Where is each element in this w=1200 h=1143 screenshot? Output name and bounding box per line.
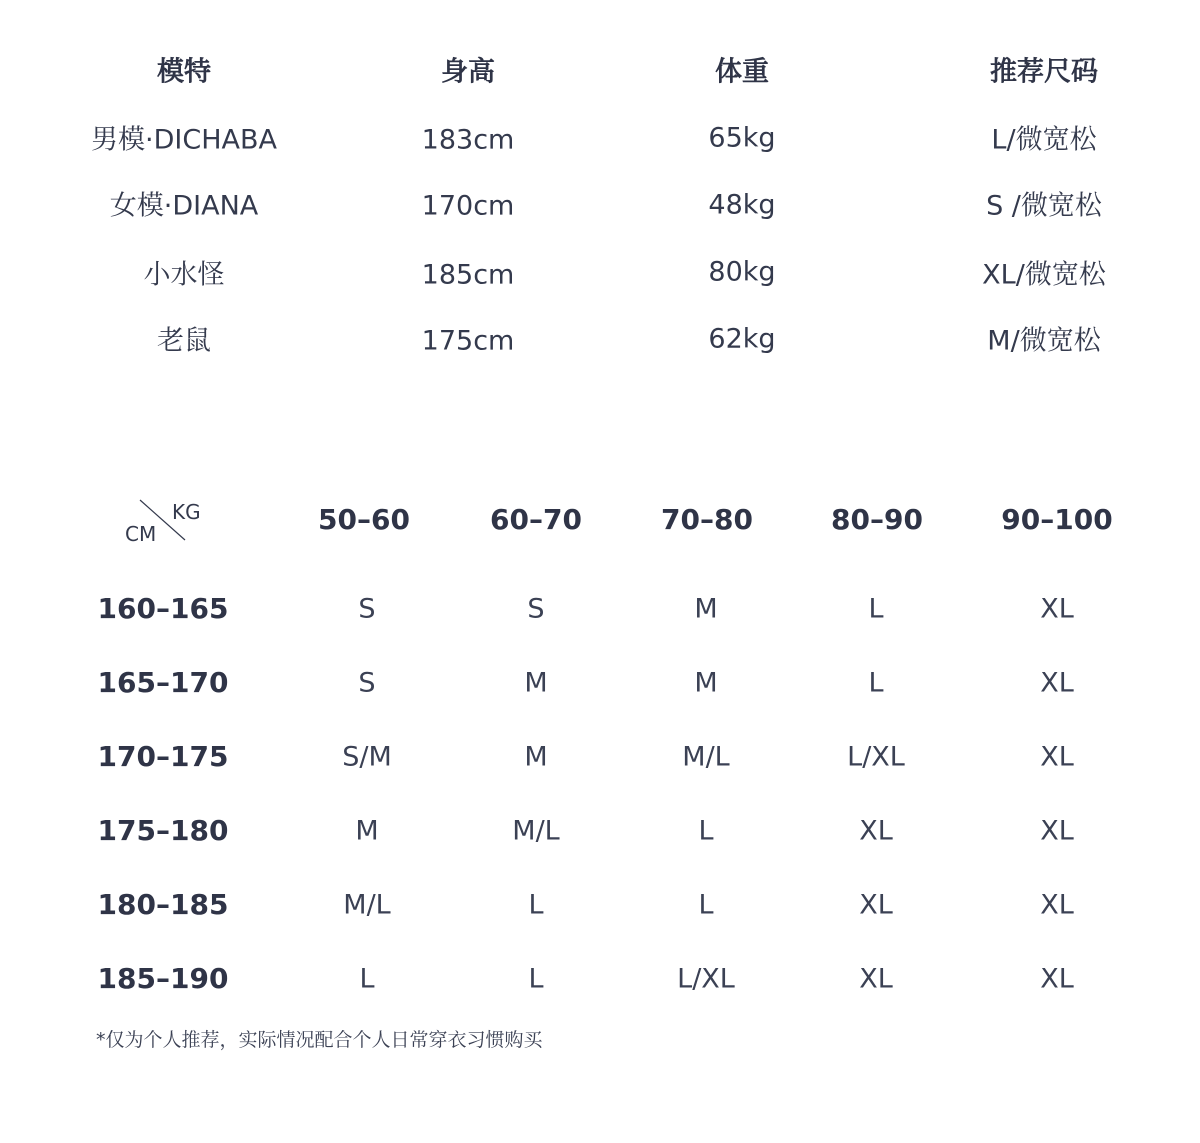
model-name: 小水怪: [143, 259, 225, 291]
height-range-header: 160–165: [97, 592, 229, 625]
size-cell: XL: [1040, 889, 1074, 921]
size-cell: M: [355, 815, 379, 847]
model-size: L/微宽松: [991, 124, 1097, 156]
size-cell: M: [694, 667, 718, 699]
height-range-header: 175–180: [97, 814, 229, 847]
size-cell: L: [528, 963, 544, 995]
size-cell: S: [527, 593, 545, 625]
model-name: 男模·DICHABA: [91, 124, 277, 156]
header-model: 模特: [157, 56, 211, 88]
size-cell: L: [698, 889, 714, 921]
height-unit-label: CM: [125, 522, 157, 546]
size-cell: L/XL: [847, 741, 905, 773]
weight-range-header: 60–70: [490, 503, 582, 536]
model-height: 170cm: [421, 190, 515, 222]
size-cell: XL: [859, 815, 893, 847]
size-cell: XL: [859, 963, 893, 995]
size-cell: XL: [1040, 667, 1074, 699]
weight-unit-label: KG: [172, 500, 201, 524]
footnote: *仅为个人推荐，实际情况配合个人日常穿衣习惯购买: [96, 1029, 543, 1051]
size-cell: XL: [1040, 815, 1074, 847]
size-cell: M/L: [343, 889, 391, 921]
model-height: 185cm: [421, 259, 515, 291]
model-height: 183cm: [421, 124, 515, 156]
model-weight: 65kg: [708, 122, 776, 154]
model-name: 老鼠: [157, 325, 211, 357]
size-cell: L: [868, 667, 884, 699]
model-height: 175cm: [421, 325, 515, 357]
model-size: M/微宽松: [987, 325, 1101, 357]
size-cell: XL: [859, 889, 893, 921]
size-cell: L: [359, 963, 375, 995]
size-cell: L: [528, 889, 544, 921]
height-range-header: 165–170: [97, 666, 229, 699]
model-size: XL/微宽松: [982, 259, 1106, 291]
model-weight: 62kg: [708, 323, 776, 355]
size-cell: S: [358, 593, 376, 625]
header-recommended-size: 推荐尺码: [990, 56, 1098, 88]
size-cell: XL: [1040, 741, 1074, 773]
corner-header: [118, 496, 208, 548]
model-name: 女模·DIANA: [109, 190, 259, 222]
size-cell: XL: [1040, 593, 1074, 625]
height-range-header: 170–175: [97, 740, 229, 773]
weight-range-header: 70–80: [661, 503, 753, 536]
model-weight: 48kg: [708, 189, 776, 221]
size-cell: L: [868, 593, 884, 625]
size-cell: M: [694, 593, 718, 625]
size-cell: L: [698, 815, 714, 847]
model-weight: 80kg: [708, 256, 776, 288]
size-cell: XL: [1040, 963, 1074, 995]
weight-range-header: 50–60: [318, 503, 410, 536]
height-range-header: 185–190: [97, 962, 229, 995]
header-height: 身高: [441, 56, 495, 88]
size-cell: S/M: [342, 741, 392, 773]
size-cell: M/L: [682, 741, 730, 773]
weight-range-header: 90–100: [1001, 503, 1113, 536]
weight-range-header: 80–90: [831, 503, 923, 536]
size-cell: M/L: [512, 815, 560, 847]
size-cell: L/XL: [677, 963, 735, 995]
height-range-header: 180–185: [97, 888, 229, 921]
header-weight: 体重: [715, 56, 769, 88]
size-cell: M: [524, 667, 548, 699]
model-size: S /微宽松: [986, 190, 1102, 222]
size-cell: S: [358, 667, 376, 699]
size-cell: M: [524, 741, 548, 773]
